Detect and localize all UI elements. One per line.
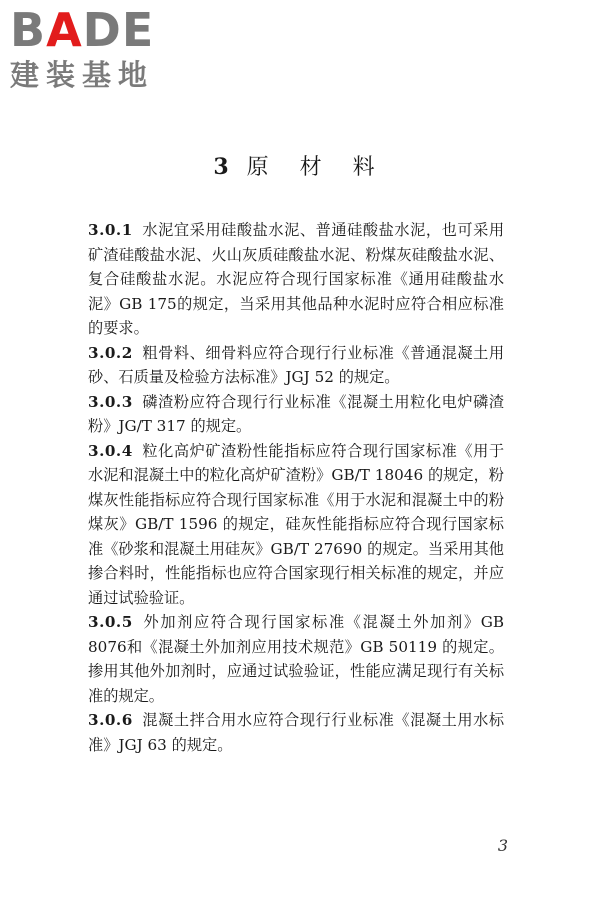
- clause-text: 外加剂应符合现行国家标准《混凝土外加剂》GB 8076和《混凝土外加剂应用技术规范》GB 50119 的规定。掺用其他外加剂时，应通过试验验证，性能应满足现行有关标准的规定。: [88, 613, 504, 705]
- clause-3-0-5: [88, 610, 504, 708]
- clause-number: 3.0.1: [88, 221, 133, 239]
- logo-letter-b: B: [10, 3, 47, 57]
- chapter-title: [0, 150, 600, 181]
- clause-number: 3.0.4: [88, 441, 133, 460]
- clause-number: 3.0.5: [88, 613, 133, 631]
- clause-3-0-3: [88, 390, 504, 439]
- clause-text: 粒化高炉矿渣粉性能指标应符合现行国家标准《用于水泥和混凝土中的粒化高炉矿渣粉》GB/T 18046 的规定，粉煤灰性能指标应符合现行国家标准《用于水泥和混凝土中的粉煤灰》GB/T 1596 的规定，硅灰性能指标应符合现行国家标准《砂浆和混凝土用硅灰》GB/T 27690 的规定。当采用其他掺合料时，性能指标也应符合国家现行相关标准的规定，并应通过试验验证。: [88, 441, 504, 607]
- clause-3-0-4: [88, 439, 504, 611]
- clause-text: 混凝土拌合用水应符合现行行业标准《混凝土用水标准》JGJ 63 的规定。: [88, 711, 504, 754]
- logo-wordmark: [10, 4, 180, 56]
- clause-3-0-6: [88, 708, 504, 757]
- clause-text: 水泥宜采用硅酸盐水泥、普通硅酸盐水泥，也可采用矿渣硅酸盐水泥、火山灰质硅酸盐水泥、粉煤灰硅酸盐水泥、复合硅酸盐水泥。水泥应符合现行国家标准《通用硅酸盐水泥》GB 175的规定，当采用其他品种水泥时应符合相应标准的要求。: [88, 221, 504, 337]
- logo-subtitle: 建装基地: [10, 58, 155, 92]
- clause-text: 粗骨料、细骨料应符合现行行业标准《普通混凝土用砂、石质量及检验方法标准》JGJ 52 的规定。: [88, 343, 504, 386]
- chapter-number: 3: [213, 154, 241, 180]
- logo: [10, 4, 180, 92]
- clause-number: 3.0.2: [88, 343, 133, 362]
- logo-letters-de: DE: [82, 3, 155, 57]
- clause-text: 磷渣粉应符合现行行业标准《混凝土用粒化电炉磷渣粉》JG/T 317 的规定。: [88, 392, 504, 435]
- clause-number: 3.0.3: [88, 392, 133, 411]
- clause-3-0-2: [88, 341, 504, 390]
- logo-letter-a-accent: A: [46, 3, 83, 57]
- chapter-title-text: 原 材 料: [246, 155, 387, 180]
- clause-number: 3.0.6: [88, 711, 133, 729]
- clause-list: [88, 218, 504, 757]
- page-number: 3: [497, 836, 508, 855]
- clause-3-0-1: [88, 218, 504, 341]
